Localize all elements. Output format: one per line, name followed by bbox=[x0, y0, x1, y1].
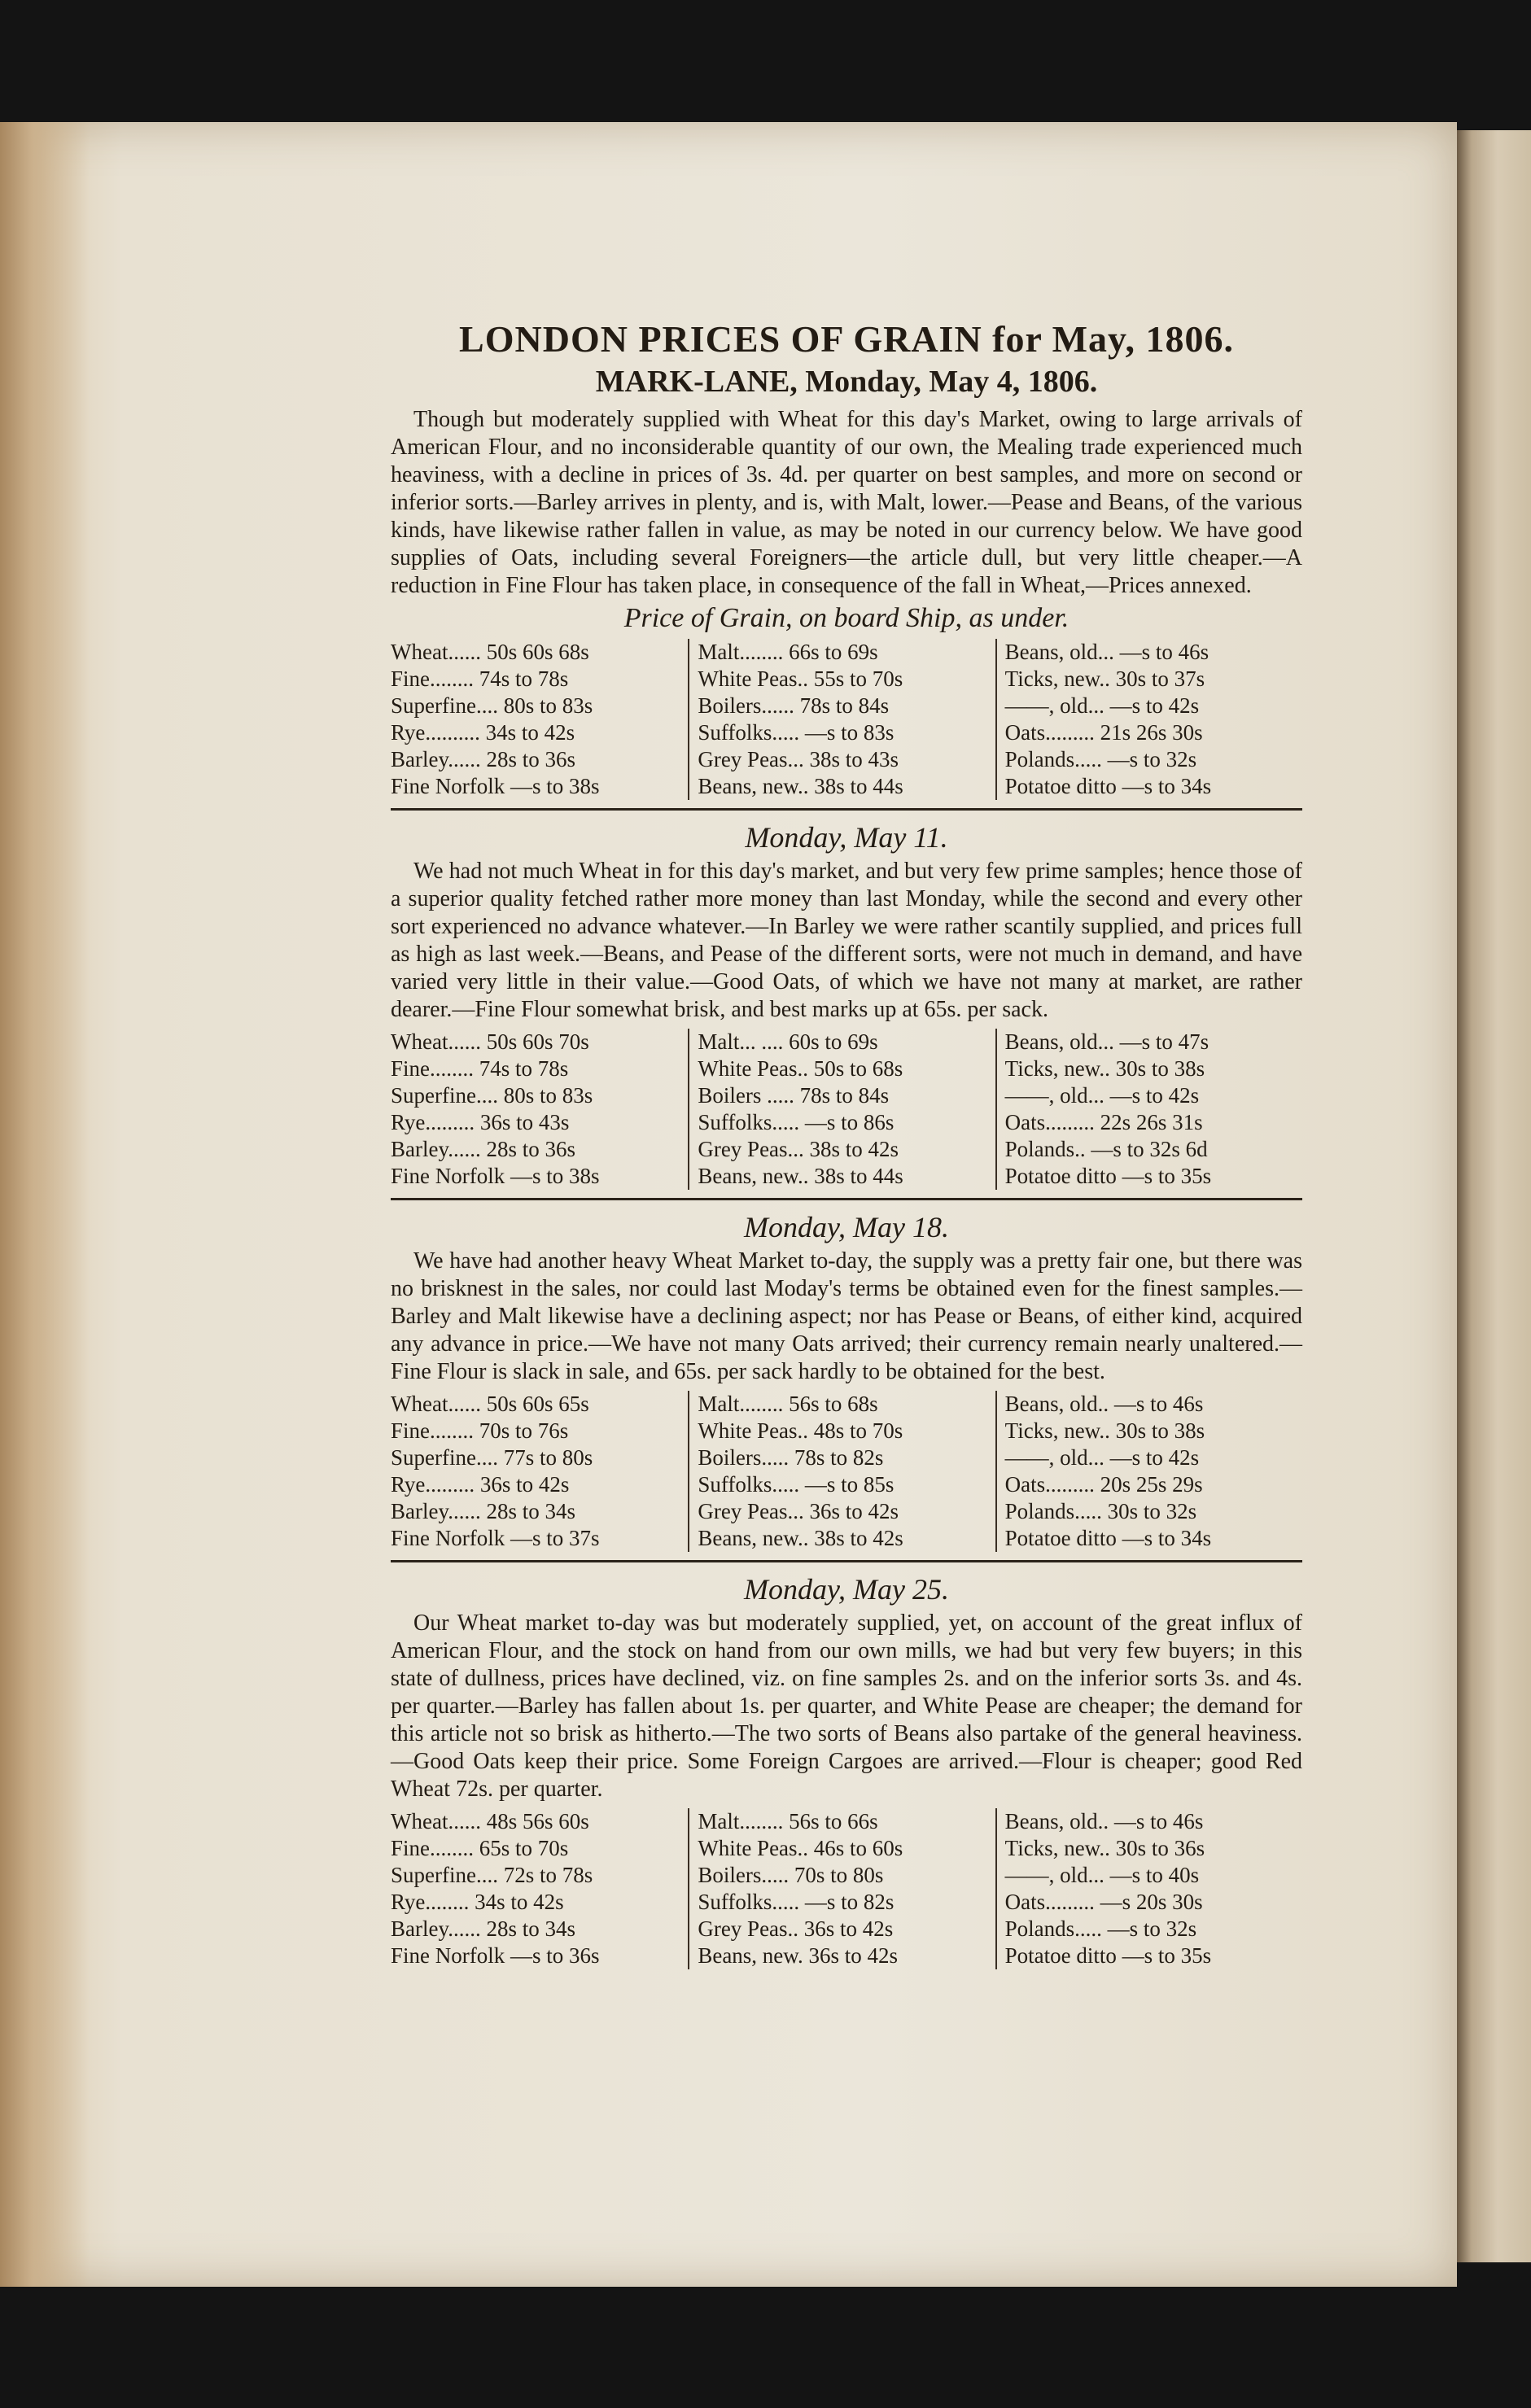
price-column bbox=[391, 1391, 688, 1552]
price-row: Ticks, new.. 30s to 36s bbox=[1004, 1836, 1205, 1860]
section-divider bbox=[391, 808, 1302, 811]
price-row: Potatoe ditto —s to 34s bbox=[1004, 1526, 1212, 1550]
price-row: Fine Norfolk —s to 38s bbox=[391, 1164, 600, 1188]
price-column bbox=[995, 1029, 1302, 1190]
price-row: Grey Peas.. 36s to 42s bbox=[698, 1916, 894, 1941]
price-row: Malt........ 56s to 66s bbox=[698, 1809, 878, 1833]
price-row: Potatoe ditto —s to 35s bbox=[1004, 1943, 1212, 1968]
price-row: Polands..... —s to 32s bbox=[1004, 1916, 1197, 1941]
price-row: White Peas.. 50s to 68s bbox=[698, 1056, 903, 1081]
market-report-section bbox=[391, 1572, 1302, 1969]
day-heading: Monday, May 18. bbox=[744, 1211, 949, 1243]
section-divider bbox=[391, 1560, 1302, 1562]
price-row: Superfine.... 80s to 83s bbox=[391, 1083, 593, 1108]
price-row: Fine Norfolk —s to 37s bbox=[391, 1526, 600, 1550]
price-column bbox=[995, 639, 1302, 800]
price-row: ——, old... —s to 42s bbox=[1004, 1083, 1200, 1108]
market-report-paragraph: We have had another heavy Wheat Market to-day, the supply was a pretty fair one, but there was no brisknest in the sales, nor could last Moday's terms be obtained even for the finest samples.—Barley and Malt likewise have a declining aspect; nor has Pease or Beans, of either kind, acquired any advance in price.—We have not many Oats arrived; their currency remain nearly unaltered.—Fine Flour is slack in sale, and 65s. per sack hardly to be obtained for the best. bbox=[391, 1248, 1302, 1384]
price-column bbox=[995, 1391, 1302, 1552]
price-row: White Peas.. 55s to 70s bbox=[698, 666, 903, 691]
price-row: Beans, new. 36s to 42s bbox=[698, 1943, 899, 1968]
price-row: Polands..... 30s to 32s bbox=[1004, 1499, 1197, 1523]
page-content bbox=[391, 317, 1302, 1978]
report-sections bbox=[391, 406, 1302, 1969]
price-row: Wheat...... 48s 56s 60s bbox=[391, 1809, 589, 1833]
price-row: Oats......... 21s 26s 30s bbox=[1004, 720, 1203, 745]
price-row: Barley...... 28s to 36s bbox=[391, 1137, 575, 1161]
price-row: Fine........ 70s to 76s bbox=[391, 1418, 569, 1443]
price-row: Boilers..... 78s to 82s bbox=[698, 1445, 884, 1470]
price-row: Wheat...... 50s 60s 68s bbox=[391, 640, 589, 664]
price-row: Beans, new.. 38s to 42s bbox=[698, 1526, 903, 1550]
price-row: Beans, new.. 38s to 44s bbox=[698, 774, 903, 798]
price-row: Beans, old... —s to 46s bbox=[1004, 640, 1209, 664]
price-column bbox=[688, 639, 995, 800]
price-row: Grey Peas... 36s to 42s bbox=[698, 1499, 899, 1523]
price-row: ——, old... —s to 42s bbox=[1004, 693, 1200, 718]
price-row: Polands.. —s to 32s 6d bbox=[1004, 1137, 1208, 1161]
price-column bbox=[688, 1391, 995, 1552]
price-table bbox=[391, 639, 1302, 800]
price-row: Wheat...... 50s 60s 65s bbox=[391, 1392, 589, 1416]
price-row: ——, old... —s to 40s bbox=[1004, 1863, 1200, 1887]
price-row: Boilers...... 78s to 84s bbox=[698, 693, 890, 718]
price-column bbox=[391, 1029, 688, 1190]
market-report-paragraph: We had not much Wheat in for this day's market, and but very few prime samples; hence those of a superior quality fetched rather more money than last Monday, while the second and every other sort experienced no advance whatever.—In Barley we were rather scantily supplied, and prices full as high as last week.—Beans, and Pease of the different sorts, were not much in demand, and have varied very little in their value.—Good Oats, of which we have not many at market, are rather dearer.—Fine Flour somewhat brisk, and best marks up at 65s. per sack. bbox=[391, 859, 1302, 1022]
market-report-section bbox=[391, 1210, 1302, 1562]
price-column bbox=[391, 1808, 688, 1969]
price-column bbox=[995, 1808, 1302, 1969]
price-row: Superfine.... 80s to 83s bbox=[391, 693, 593, 718]
price-row: Boilers..... 70s to 80s bbox=[698, 1863, 884, 1887]
price-row: Fine........ 74s to 78s bbox=[391, 1056, 569, 1081]
price-row: Beans, old.. —s to 46s bbox=[1004, 1809, 1204, 1833]
price-row: Suffolks..... —s to 83s bbox=[698, 720, 895, 745]
price-row: Oats......... 22s 26s 31s bbox=[1004, 1110, 1203, 1134]
price-row: Boilers ..... 78s to 84s bbox=[698, 1083, 890, 1108]
price-row: Suffolks..... —s to 85s bbox=[698, 1472, 895, 1497]
price-row: Superfine.... 77s to 80s bbox=[391, 1445, 593, 1470]
price-row: Barley...... 28s to 34s bbox=[391, 1916, 575, 1941]
price-column bbox=[688, 1029, 995, 1190]
market-report-paragraph: Though but moderately supplied with Wheat for this day's Market, owing to large arrivals of American Flour, and no inconsiderable quantity of our own, the Mealing trade experienced much heaviness, with a decline in prices of 3s. 4d. per quarter on best samples, and more on second or inferior sorts.—Barley arrives in plenty, and is, with Malt, lower.—Pease and Beans, of the various kinds, have likewise rather fallen in value, as may be noted in our currency below. We have good supplies of Oats, including several Foreigners—the article dull, but very little cheaper.—A reduction in Fine Flour has taken place, in consequence of the fall in Wheat,—Prices annexed. bbox=[391, 407, 1302, 598]
price-row: Malt........ 66s to 69s bbox=[698, 640, 878, 664]
price-row: Superfine.... 72s to 78s bbox=[391, 1863, 593, 1887]
price-row: Ticks, new.. 30s to 38s bbox=[1004, 1056, 1205, 1081]
price-row: ——, old... —s to 42s bbox=[1004, 1445, 1200, 1470]
price-row: Oats......... 20s 25s 29s bbox=[1004, 1472, 1203, 1497]
price-heading: Price of Grain, on board Ship, as under. bbox=[623, 603, 1070, 633]
price-row: Fine Norfolk —s to 36s bbox=[391, 1943, 600, 1968]
price-row: Rye........ 34s to 42s bbox=[391, 1890, 564, 1914]
market-report-section bbox=[391, 820, 1302, 1200]
market-report-paragraph: Our Wheat market to-day was but moderately supplied, yet, on account of the great influx of American Flour, and the stock on hand from our own mills, we had but very few buyers; in this state of dullness, prices have declined, viz. on fine samples 2s. and on the inferior sorts 3s. and 4s. per quarter.—Barley has fallen about 1s. per quarter, and White Pease are cheaper; the demand for this article not so brisk as hitherto.—The two sorts of Beans also partake of the general heaviness.—Good Oats keep their price. Some Foreign Cargoes are arrived.—Flour is cheaper; good Red Wheat 72s. per quarter. bbox=[391, 1610, 1302, 1802]
price-row: White Peas.. 48s to 70s bbox=[698, 1418, 903, 1443]
price-column bbox=[391, 639, 688, 800]
page-edge-wear bbox=[0, 122, 90, 2287]
price-table bbox=[391, 1391, 1302, 1552]
price-row: Beans, old.. —s to 46s bbox=[1004, 1392, 1204, 1416]
price-row: Rye......... 36s to 43s bbox=[391, 1110, 570, 1134]
day-heading: Monday, May 25. bbox=[744, 1573, 949, 1606]
page-title: LONDON PRICES OF GRAIN for May, 1806. bbox=[459, 318, 1234, 360]
day-heading: Monday, May 11. bbox=[745, 821, 948, 854]
price-row: Grey Peas... 38s to 43s bbox=[698, 747, 899, 771]
price-row: Beans, old... —s to 47s bbox=[1004, 1029, 1209, 1054]
price-row: Suffolks..... —s to 86s bbox=[698, 1110, 895, 1134]
price-row: Malt........ 56s to 68s bbox=[698, 1392, 878, 1416]
price-row: Barley...... 28s to 36s bbox=[391, 747, 575, 771]
price-row: Fine........ 65s to 70s bbox=[391, 1836, 569, 1860]
price-row: Fine Norfolk —s to 38s bbox=[391, 774, 600, 798]
price-row: Oats......... —s 20s 30s bbox=[1004, 1890, 1203, 1914]
market-report-section bbox=[391, 406, 1302, 811]
price-row: Rye.......... 34s to 42s bbox=[391, 720, 575, 745]
price-row: Malt... .... 60s to 69s bbox=[698, 1029, 878, 1054]
price-table bbox=[391, 1029, 1302, 1190]
next-page-edge bbox=[1457, 130, 1531, 2262]
price-row: Potatoe ditto —s to 34s bbox=[1004, 774, 1212, 798]
price-row: Ticks, new.. 30s to 37s bbox=[1004, 666, 1205, 691]
price-row: Grey Peas... 38s to 42s bbox=[698, 1137, 899, 1161]
page-subtitle: MARK-LANE, Monday, May 4, 1806. bbox=[595, 365, 1098, 399]
price-row: Ticks, new.. 30s to 38s bbox=[1004, 1418, 1205, 1443]
price-row: Beans, new.. 38s to 44s bbox=[698, 1164, 903, 1188]
price-column bbox=[688, 1808, 995, 1969]
price-row: Barley...... 28s to 34s bbox=[391, 1499, 575, 1523]
price-row: Rye......... 36s to 42s bbox=[391, 1472, 570, 1497]
price-row: White Peas.. 46s to 60s bbox=[698, 1836, 903, 1860]
price-row: Fine........ 74s to 78s bbox=[391, 666, 569, 691]
price-row: Suffolks..... —s to 82s bbox=[698, 1890, 895, 1914]
price-row: Wheat...... 50s 60s 70s bbox=[391, 1029, 589, 1054]
price-row: Polands..... —s to 32s bbox=[1004, 747, 1197, 771]
price-row: Potatoe ditto —s to 35s bbox=[1004, 1164, 1212, 1188]
price-table bbox=[391, 1808, 1302, 1969]
section-divider bbox=[391, 1198, 1302, 1200]
